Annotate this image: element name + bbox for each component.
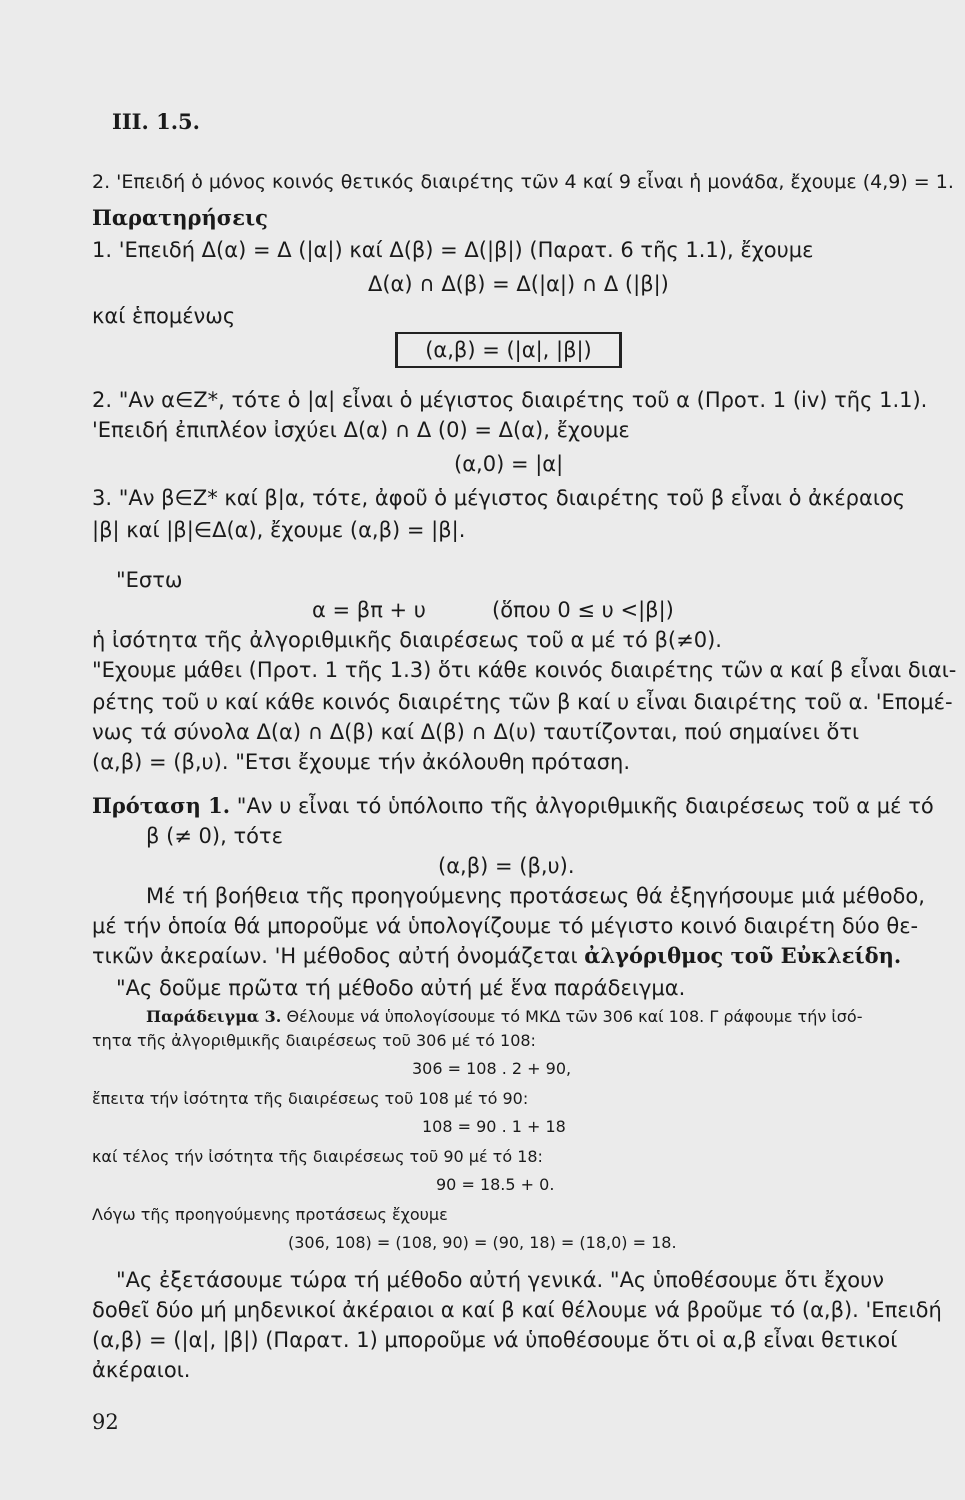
remark-1-equation: Δ(α) ∩ Δ(β) = Δ(|α|) ∩ Δ (|β|) — [368, 272, 669, 296]
proposition-line-1 — [92, 792, 934, 820]
example-then-1: ἔπειτα τήν ἰσότητα τῆς διαιρέσεως τοῦ 108 μέ τό 90: — [92, 1089, 529, 1108]
learned-line-4: (α,β) = (β,υ). "Ετσι ἔχουμε τήν ἀκόλουθη πρόταση. — [92, 750, 631, 774]
proposition-text: "Αν υ εἶναι τό ὑπόλοιπο τῆς ἀλγοριθμικῆς διαιρέσεως τοῦ α μέ τό — [236, 794, 934, 818]
euclid-algorithm-term: ἀλγόριθμος τοῦ Εὐκλείδη. — [584, 943, 902, 968]
help-line-1: Μέ τή βοήθεια τῆς προηγούμενης προτάσεως θά ἐξηγήσουμε μιά μέθοδο, — [146, 884, 925, 908]
proposition-label: Πρόταση 1. — [92, 793, 231, 818]
remark-3-line-1: 3. "Αν β∈Z* καί β|α, τότε, ἀφοῦ ὁ μέγιστος διαιρέτης τοῦ β εἶναι ὁ ἀκέραιος — [92, 486, 906, 510]
closing-line-4: ἀκέραιοι. — [92, 1358, 191, 1382]
example-label: Παράδειγμα 3. — [146, 1007, 282, 1026]
example-line-1-text: Θέλουμε νά ὑπολογίσουμε τό ΜΚΔ τῶν 306 καί 108. Γ ράφουμε τήν ἰσό- — [286, 1007, 863, 1026]
remark-2-line-1: 2. "Αν α∈Z*, τότε ὁ |α| εἶναι ὁ μέγιστος διαιρέτης τοῦ α (Προτ. 1 (iv) τῆς 1.1). — [92, 388, 928, 412]
boxed-equation-text: (α,β) = (|α|, |β|) — [425, 338, 592, 362]
division-condition: (ὅπου 0 ≤ υ <|β|) — [492, 598, 674, 622]
page-number: 92 — [92, 1410, 119, 1434]
example-equation-3: 90 = 18.5 + 0. — [436, 1175, 555, 1194]
remark-2-equation: (α,0) = |α| — [454, 452, 564, 476]
let-word: "Εστω — [116, 568, 183, 592]
learned-line-3: νως τά σύνολα Δ(α) ∩ Δ(β) καί Δ(β) ∩ Δ(υ) ταυτίζονται, πού σημαίνει ὅτι — [92, 720, 860, 744]
example-line-1 — [146, 1006, 862, 1028]
learned-line-2: ρέτης τοῦ υ καί κάθε κοινός διαιρέτης τῶν β καί υ εἶναι διαιρέτης τοῦ α. 'Επομέ- — [92, 690, 953, 714]
remark-2-line-2: 'Επειδή ἐπιπλέον ἰσχύει Δ(α) ∩ Δ (0) = Δ(α), ἔχουμε — [92, 418, 630, 442]
closing-line-2: δοθεῖ δύο μή μηδενικοί ἀκέραιοι α καί β καί θέλουμε νά βροῦμε τό (α,β). 'Επειδή — [92, 1298, 942, 1322]
remark-1-line-1: 1. 'Επειδή Δ(α) = Δ (|α|) καί Δ(β) = Δ(|β|) (Παρατ. 6 τῆς 1.1), ἔχουμε — [92, 238, 814, 262]
closing-line-3: (α,β) = (|α|, |β|) (Παρατ. 1) μποροῦμε νά ὑποθέσουμε ὅτι οἱ α,β εἶναι θετικοί — [92, 1328, 898, 1352]
example-equation-1: 306 = 108 . 2 + 90, — [412, 1059, 572, 1078]
section-heading: III. 1.5. — [112, 109, 200, 134]
closing-line-1: "Ας ἐξετάσουμε τώρα τή μέθοδο αὐτή γενικά. "Ας ὑποθέσουμε ὅτι ἔχουν — [116, 1268, 884, 1292]
example-then-2: καί τέλος τήν ἰσότητα τῆς διαιρέσεως τοῦ 90 μέ τό 18: — [92, 1147, 543, 1166]
help-line-3 — [92, 942, 901, 970]
example-line-2: τητα τῆς ἀλγοριθμικῆς διαιρέσεως τοῦ 306 μέ τό 108: — [92, 1031, 536, 1050]
example-chain: (306, 108) = (108, 90) = (90, 18) = (18,0) = 18. — [288, 1233, 677, 1252]
example-because: Λόγω τῆς προηγούμενης προτάσεως ἔχουμε — [92, 1205, 448, 1224]
help-line-3-text: τικῶν ἀκεραίων. 'Η μέθοδος αὐτή ὀνομάζεται — [92, 944, 585, 968]
example-equation-2: 108 = 90 . 1 + 18 — [422, 1117, 566, 1136]
paragraph-2: 2. 'Επειδή ὁ μόνος κοινός θετικός διαιρέτης τῶν 4 καί 9 εἶναι ἡ μονάδα, ἔχουμε (4,9) = 1. — [92, 171, 954, 193]
first-example-line: "Ας δοῦμε πρῶτα τή μέθοδο αὐτή μέ ἕνα παράδειγμα. — [116, 976, 686, 1000]
help-line-2: μέ τήν ὁποία θά μποροῦμε νά ὑπολογίζουμε τό μέγιστο κοινό διαιρέτη δύο θε- — [92, 914, 919, 938]
proposition-line-2: β (≠ 0), τότε — [146, 824, 283, 848]
remark-1-therefore: καί ἑπομένως — [92, 304, 236, 328]
remarks-heading: Παρατηρήσεις — [92, 205, 268, 230]
identity-line: ἡ ἰσότητα τῆς ἀλγοριθμικῆς διαιρέσεως τοῦ α μέ τό β(≠0). — [92, 628, 722, 652]
division-equation: α = βπ + υ — [312, 598, 426, 622]
boxed-equation — [395, 332, 622, 368]
remark-3-line-2: |β| καί |β|∈Δ(α), ἔχουμε (α,β) = |β|. — [92, 518, 466, 542]
learned-line-1: "Εχουμε μάθει (Προτ. 1 τῆς 1.3) ὅτι κάθε κοινός διαιρέτης τῶν α καί β εἶναι διαι- — [92, 658, 957, 682]
proposition-equation: (α,β) = (β,υ). — [438, 854, 575, 878]
